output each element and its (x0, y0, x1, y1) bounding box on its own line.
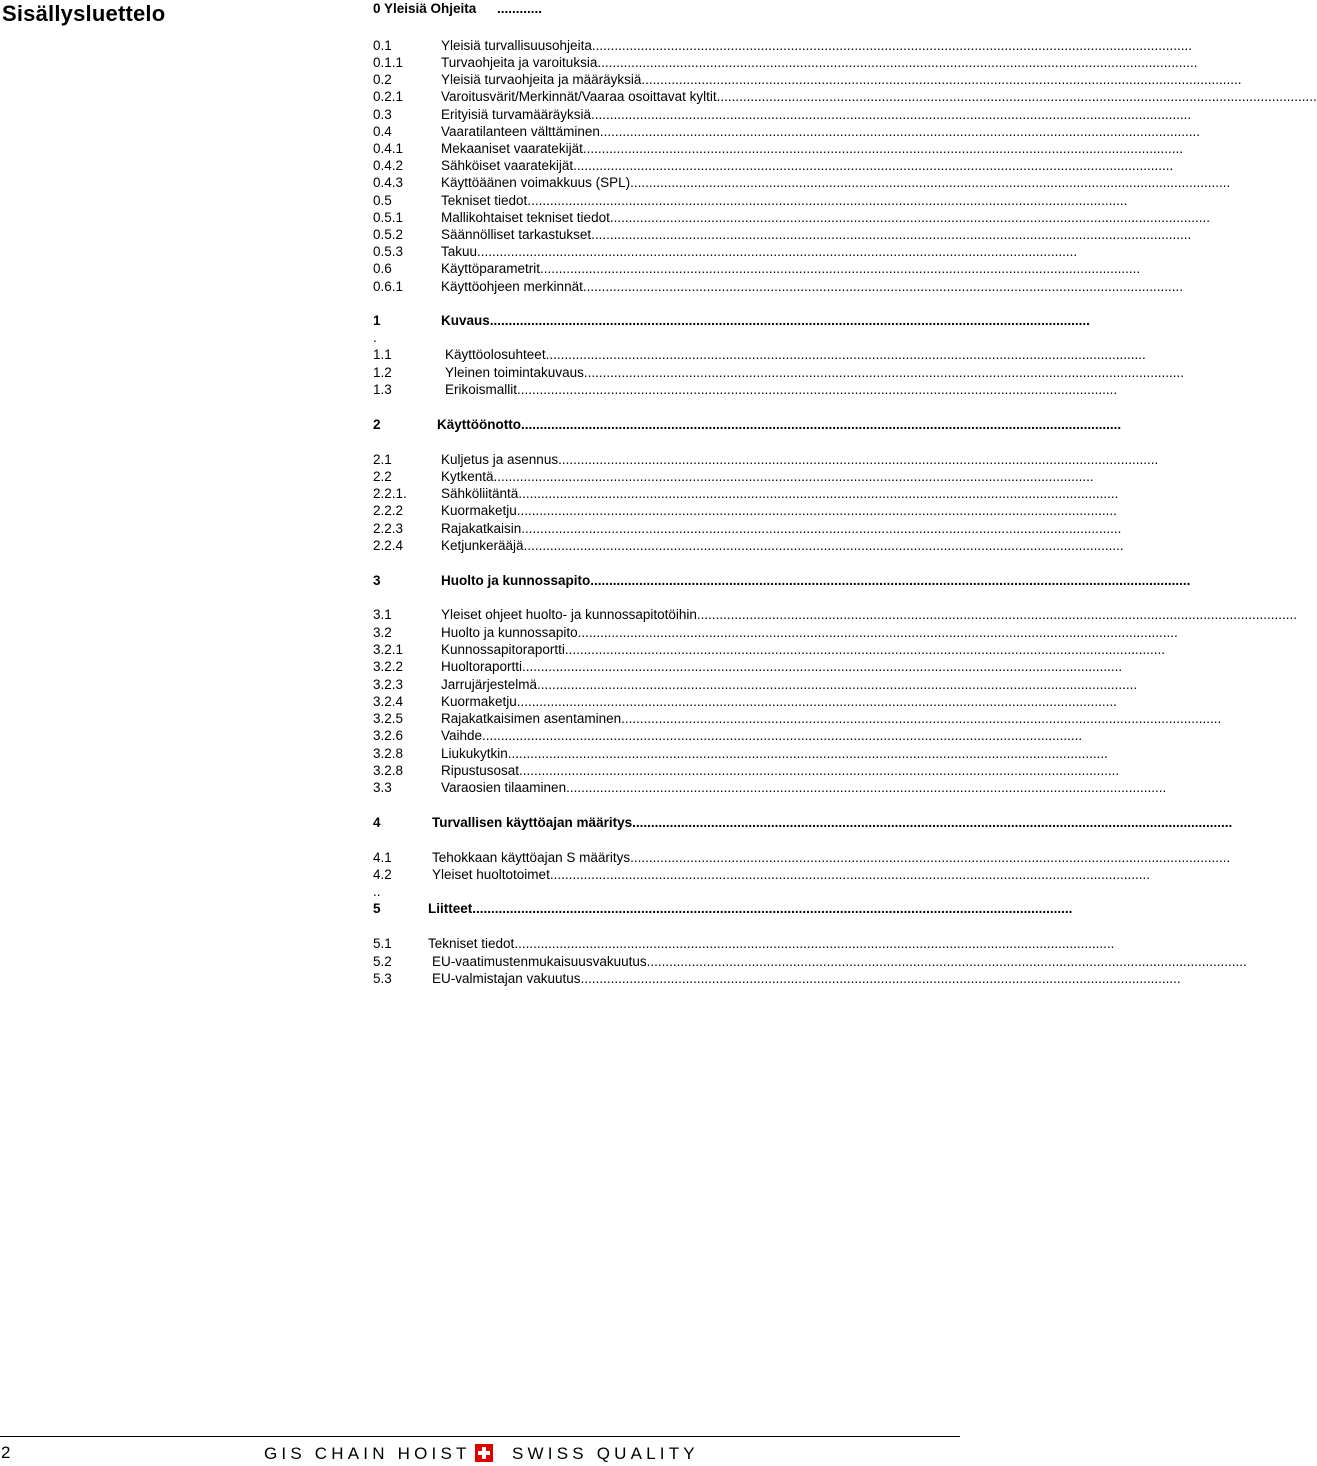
toc-entry-leader: ................................................................................................................................................................ (583, 365, 1184, 380)
toc-entry[interactable] (373, 693, 1117, 710)
toc-entry-leader: ................................................................................................................................................................ (580, 971, 1181, 986)
toc-entry-leader: ................................................................................................................................................................ (482, 728, 1083, 743)
toc-entry-title: Yleiset huoltotoimet (432, 867, 550, 882)
toc-entry[interactable] (373, 502, 1117, 519)
toc-entry-number: 0.4 (373, 124, 392, 139)
toc-entry-number: 2.2 (373, 469, 392, 484)
toc-entry-number: 3.2.3 (373, 677, 404, 692)
toc-entry-leader: ................................................................................................................................................................ (558, 452, 1159, 467)
toc-entry-leader: ................................................................................................................................................................ (646, 954, 1247, 969)
toc-entry-title: Huolto ja kunnossapito (441, 625, 578, 640)
toc-entry-title: Vaaratilanteen välttäminen (441, 124, 600, 139)
toc-entry-number: 2.2.3 (373, 521, 404, 536)
toc-entry-leader: ................................................................................................................................................................ (522, 659, 1123, 674)
toc-entry-number: 0 Yleisiä Ohjeita (373, 1, 477, 16)
toc-entry-leader: ................................................................................................................................................................ (630, 175, 1231, 190)
toc-entry-title: Jarrujärjestelmä (441, 677, 538, 692)
toc-entry[interactable] (373, 226, 1192, 243)
toc-entry[interactable] (373, 106, 1192, 123)
toc-entry-number: 3.2 (373, 625, 392, 640)
toc-entry[interactable] (373, 140, 1183, 157)
toc-entry-leader: ................................................................................................................................................................ (632, 815, 1233, 830)
page-title: Sisällysluettelo (2, 1, 166, 26)
toc-entry[interactable] (373, 641, 1165, 658)
toc-entry[interactable] (373, 312, 1090, 329)
toc-entry-title: Käyttöohjeen merkinnät (441, 279, 583, 294)
toc-entry-leader: ................................................................................................................................................................ (527, 193, 1128, 208)
toc-entry[interactable] (373, 243, 1078, 260)
toc-entry-number: 0.4.1 (373, 141, 404, 156)
toc-entry-leader: ................................................................................................................................................................ (597, 55, 1198, 70)
toc-entry-title: Kytkentä (441, 469, 494, 484)
toc-entry-number: 0.6 (373, 261, 392, 276)
toc-entry-title: Yleisiä turvaohjeita ja määräyksiä (441, 72, 642, 87)
toc-entry[interactable] (373, 520, 1122, 537)
toc-entry-title: Yleiset ohjeet huolto- ja kunnossapitotöihin (441, 607, 697, 622)
toc-entry-number: 0.4.3 (373, 175, 404, 190)
toc-entry-title: Vaihde (441, 728, 483, 743)
toc-entry-number: .. (373, 884, 381, 899)
toc-entry-leader: ................................................................................................................................................................ (516, 694, 1117, 709)
toc-entry[interactable] (373, 953, 1247, 970)
footer-brand-tagline: SWISS QUALITY (512, 1444, 699, 1463)
toc-entry[interactable] (373, 192, 1128, 209)
toc-entry-number: 2 (373, 417, 381, 432)
toc-entry-leader: ................................................................................................................................................................ (520, 417, 1122, 432)
toc-entry[interactable] (373, 762, 1120, 779)
toc-entry[interactable] (373, 537, 1124, 554)
toc-entry-leader: ................................................................................................................................................................ (540, 261, 1141, 276)
toc-entry[interactable] (373, 814, 1233, 831)
toc-entry-number: 0.1 (373, 38, 392, 53)
toc-entry-title: Takuu (441, 244, 478, 259)
toc-entry-leader: ................................................................................................................................................................ (514, 936, 1115, 951)
toc-entry[interactable] (373, 209, 1210, 226)
toc-entry-title: EU-vaatimustenmukaisuusvakuutus (432, 954, 647, 969)
toc-entry[interactable] (373, 485, 1119, 502)
toc-entry-leader: ................................................................................................................................................................ (621, 711, 1222, 726)
toc-entry-number: 3.2.6 (373, 728, 404, 743)
toc-entry-leader: ................................................................................................................................................................ (591, 227, 1192, 242)
toc-entry-leader: ............ (497, 1, 543, 16)
toc-entry[interactable] (373, 727, 1083, 744)
toc-entry-number: 0.2 (373, 72, 392, 87)
toc-entry-number: 0.2.1 (373, 89, 404, 104)
toc-entry-number: 1 (373, 313, 381, 328)
toc-entry-title: Huoltoraportti (441, 659, 523, 674)
toc-entry[interactable] (373, 970, 1181, 987)
toc-entry[interactable] (373, 346, 1146, 363)
toc-entry[interactable] (373, 900, 1073, 917)
toc-entry-title: Rajakatkaisin (441, 521, 522, 536)
toc-entry-leader: ................................................................................................................................................................ (516, 503, 1117, 518)
toc-entry-number: 0.5 (373, 193, 392, 208)
toc-entry-title: Liukukytkin (441, 746, 508, 761)
toc-entry-number: 0.5.2 (373, 227, 404, 242)
toc-entry-number: 3.2.8 (373, 746, 404, 761)
toc-entry-number: 5.2 (373, 954, 392, 969)
toc-entry-leader: ................................................................................................................................................................ (641, 72, 1242, 87)
toc-entry-number: 3.2.4 (373, 694, 404, 709)
toc-entry-number: 0.3 (373, 107, 392, 122)
toc-entry-title: Käyttöolosuhteet (445, 347, 546, 362)
toc-entry[interactable] (373, 676, 1138, 693)
toc-entry-leader: ................................................................................................................................................................ (591, 38, 1192, 53)
toc-entry-title: Mallikohtaiset tekniset tiedot (441, 210, 610, 225)
toc-entry-number: 3.2.1 (373, 642, 404, 657)
toc-entry-title: EU-valmistajan vakuutus (432, 971, 581, 986)
toc-entry[interactable] (373, 37, 1192, 54)
toc-entry-number: 0.5.3 (373, 244, 404, 259)
toc-entry[interactable] (373, 710, 1222, 727)
footer-divider (0, 1436, 960, 1437)
toc-entry[interactable] (373, 364, 1184, 381)
toc-entry-title: Kuormaketju (441, 503, 517, 518)
toc-entry[interactable] (373, 451, 1159, 468)
toc-entry-title: Huolto ja kunnossapito (441, 573, 591, 588)
toc-entry[interactable] (373, 883, 917, 900)
toc-entry-leader: ................................................................................................................................................................ (489, 313, 1090, 328)
toc-entry-title: Tehokkaan käyttöajan S määritys (432, 850, 631, 865)
toc-entry-leader: ................................................................................................................................................................ (493, 469, 1094, 484)
toc-entry[interactable] (373, 935, 1115, 952)
toc-entry[interactable] (373, 54, 1198, 71)
toc-entry-title: Tekniset tiedot (428, 936, 515, 951)
toc-entry-leader: ................................................................................................................................................................ (519, 763, 1120, 778)
toc-entry-title: Yleisiä turvallisuusohjeita (441, 38, 592, 53)
toc-entry[interactable] (373, 278, 1183, 295)
toc-entry-number: 3.3 (373, 780, 392, 795)
toc-entry-number: 2.2.4 (373, 538, 404, 553)
toc-entry-number: 0.1.1 (373, 55, 404, 70)
toc-entry-number: 3.1 (373, 607, 392, 622)
toc-entry[interactable] (373, 329, 908, 346)
toc-entry[interactable] (373, 779, 1167, 796)
toc-entry[interactable] (373, 606, 1298, 623)
toc-entry-title: Kuormaketju (441, 694, 517, 709)
toc-entry-leader: ................................................................................................................................................................ (518, 486, 1119, 501)
toc-entry-number: 1.2 (373, 365, 392, 380)
toc-entry[interactable] (373, 71, 1242, 88)
toc-entry-leader: ................................................................................................................................................................ (573, 158, 1174, 173)
toc-entry-title: Varaosien tilaaminen (441, 780, 567, 795)
toc-entry-leader: ................................................................................................................................................................ (716, 89, 1317, 104)
toc-entry-title: Liitteet (428, 901, 473, 916)
toc-entry-leader: ................................................................................................................................................................ (566, 780, 1167, 795)
toc-entry-number: 0.5.1 (373, 210, 404, 225)
toc-entry[interactable] (373, 572, 1191, 589)
toc-entry-leader: ................................................................................................................................................................ (599, 124, 1200, 139)
toc-entry-title: Kunnossapitoraportti (441, 642, 565, 657)
toc-entry-number: 5.1 (373, 936, 392, 951)
toc-entry[interactable] (373, 381, 1118, 398)
toc-entry-title: Ketjunkerääjä (441, 538, 524, 553)
toc-entry-title: Ripustusosat (441, 763, 520, 778)
toc-entry-leader: ................................................................................................................................................................ (472, 901, 1073, 916)
toc-entry-title: Käyttöparametrit (441, 261, 541, 276)
toc-entry-number: 1.1 (373, 347, 392, 362)
toc-entry[interactable] (373, 88, 1317, 105)
toc-entry[interactable] (373, 624, 1178, 641)
toc-entry[interactable] (373, 260, 1141, 277)
toc-entry-leader: ................................................................................................................................................................ (521, 521, 1122, 536)
toc-entry-title: Sähköiset vaaratekijät (441, 158, 574, 173)
toc-entry-title: Turvallisen käyttöajan määritys (432, 815, 633, 830)
toc-entry[interactable] (373, 416, 1122, 433)
toc-entry-leader: ................................................................................................................................................................ (696, 607, 1298, 622)
toc-entry-title: Kuvaus (441, 313, 490, 328)
toc-entry[interactable] (373, 658, 1123, 675)
page-number: 2 (1, 1443, 11, 1462)
toc-entry-leader: ................................................................................................................................................................ (609, 210, 1210, 225)
toc-entry-title: Käyttöönotto (437, 417, 521, 432)
toc-entry-title: Erityisiä turvamääräyksiä (441, 107, 592, 122)
toc-entry-number: 2.1 (373, 452, 392, 467)
toc-entry-number: 2.2.1. (373, 486, 407, 501)
toc-entry-number: 1.3 (373, 382, 392, 397)
toc-entry-leader: ................................................................................................................................................................ (590, 573, 1191, 588)
toc-entry-number: 5.3 (373, 971, 392, 986)
footer-brand-name: GIS CHAIN HOIST (264, 1444, 471, 1463)
toc-entry[interactable] (373, 174, 1231, 191)
toc-entry-number: 2.2.2 (373, 503, 404, 518)
toc-entry-number: 3.2.2 (373, 659, 404, 674)
toc-entry-number: 4.2 (373, 867, 392, 882)
toc-entry-leader: ................................................................................................................................................................ (564, 642, 1165, 657)
toc-entry-leader: ................................................................................................................................................................ (545, 347, 1146, 362)
toc-entry[interactable] (373, 123, 1200, 140)
toc-entry-title: Tekniset tiedot (441, 193, 528, 208)
toc-entry-number: 3.2.8 (373, 763, 404, 778)
toc-entry-title: Varoitusvärit/Merkinnät/Vaaraa osoittavat kyltit (441, 89, 717, 104)
toc-entry[interactable] (373, 157, 1174, 174)
toc-entry-number: 3 (373, 573, 381, 588)
toc-entry-leader: ................................................................................................................................................................ (537, 677, 1138, 692)
toc-entry-leader: ................................................................................................................................................................ (507, 746, 1108, 761)
toc-entry-leader: ................................................................................................................................................................ (517, 382, 1118, 397)
toc-entry[interactable] (373, 0, 905, 17)
toc-entry-number: 4.1 (373, 850, 392, 865)
toc-entry-leader: ................................................................................................................................................................ (630, 850, 1231, 865)
toc-entry-leader: ................................................................................................................................................................ (582, 279, 1183, 294)
toc-entry[interactable] (373, 468, 1094, 485)
toc-entry[interactable] (373, 849, 1231, 866)
toc-entry-leader: ................................................................................................................................................................ (577, 625, 1178, 640)
toc-entry-leader: ................................................................................................................................................................ (549, 867, 1150, 882)
toc-entry-title: Mekaaniset vaaratekijät (441, 141, 583, 156)
toc-entry-number: . (373, 330, 377, 345)
toc-entry-title: Rajakatkaisimen asentaminen (441, 711, 622, 726)
toc-entry-number: 5 (373, 901, 381, 916)
toc-entry-title: Turvaohjeita ja varoituksia (441, 55, 598, 70)
toc-entry-leader: ................................................................................................................................................................ (523, 538, 1124, 553)
toc-entry-title: Säännölliset tarkastukset (441, 227, 592, 242)
toc-entry[interactable] (373, 745, 1108, 762)
toc-entry[interactable] (373, 866, 1150, 883)
toc-entry-leader: ................................................................................................................................................................ (591, 107, 1192, 122)
toc-entry-title: Käyttöäänen voimakkuus (SPL) (441, 175, 631, 190)
swiss-flag-icon (475, 1444, 493, 1462)
toc-entry-number: 3.2.5 (373, 711, 404, 726)
toc-entry-number: 0.6.1 (373, 279, 404, 294)
toc-entry-title: Sähköliitäntä (441, 486, 519, 501)
toc-entry-number: 0.4.2 (373, 158, 404, 173)
toc-entry-number: 4 (373, 815, 381, 830)
toc-entry-leader: ................................................................................................................................................................ (582, 141, 1183, 156)
toc-entry-leader: ................................................................................................................................................................ (477, 244, 1078, 259)
toc-entry-title: Yleinen toimintakuvaus (445, 365, 584, 380)
toc-entry-title: Kuljetus ja asennus (441, 452, 559, 467)
toc-entry-title: Erikoismallit (445, 382, 518, 397)
